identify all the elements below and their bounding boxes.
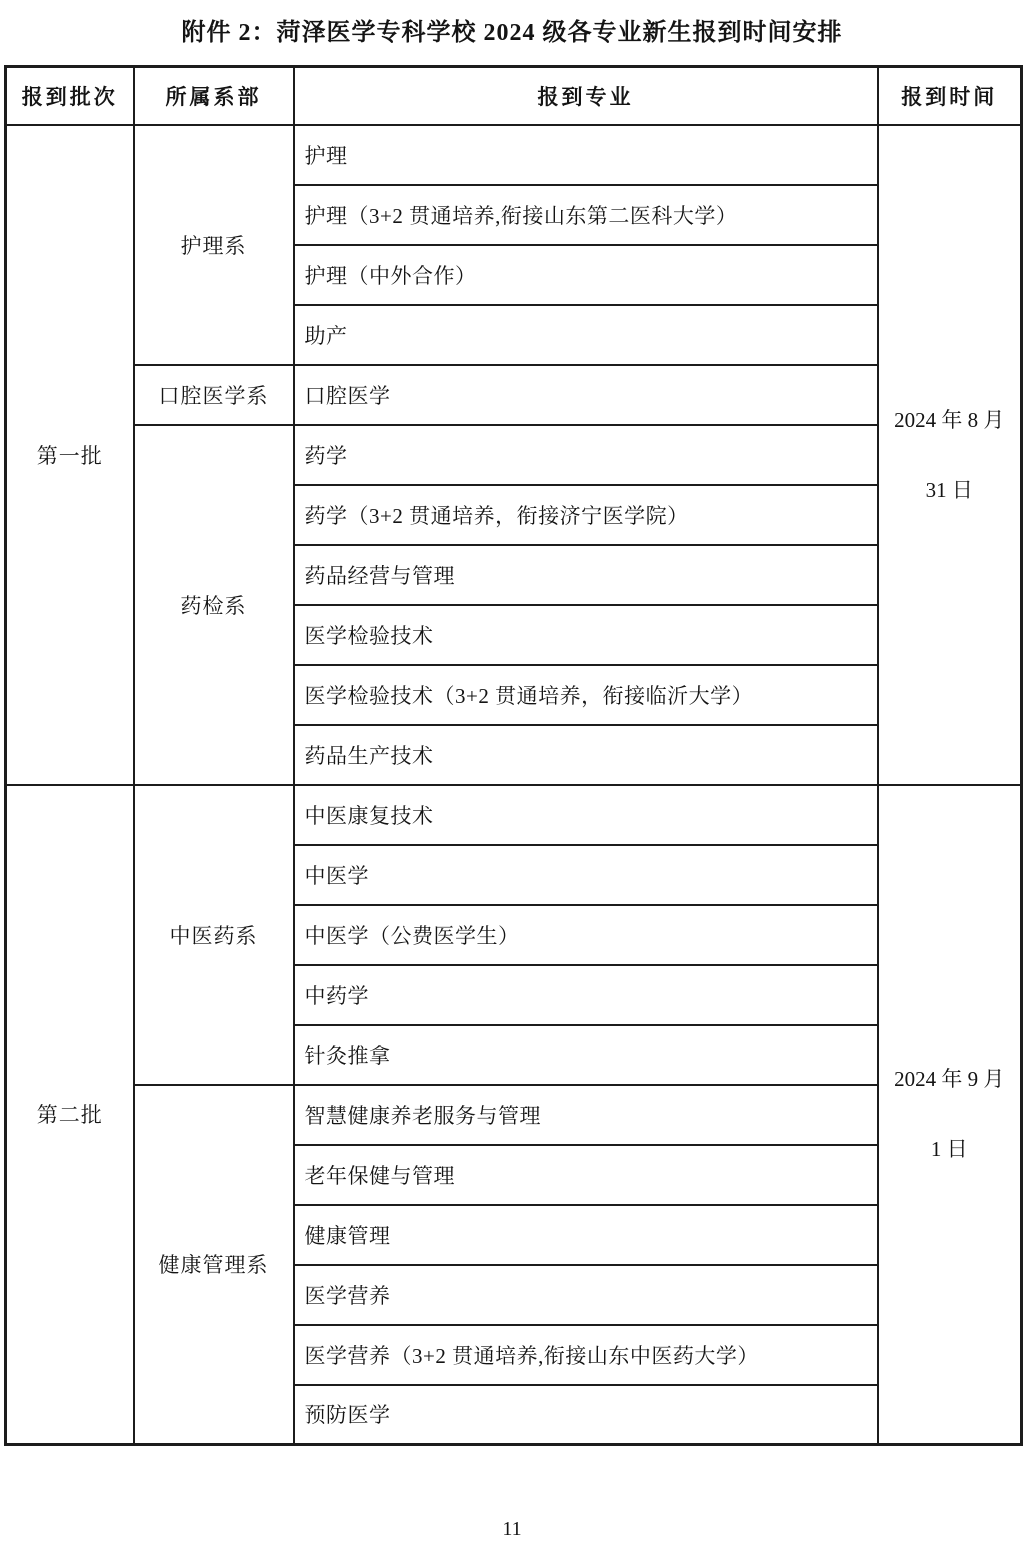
major-cell: 药学 [294,425,878,485]
major-cell: 医学营养（3+2 贯通培养,衔接山东中医药大学） [294,1325,878,1385]
time-line-2: 31 日 [925,477,973,502]
table-row [6,1085,1022,1145]
major-cell: 护理（中外合作） [294,245,878,305]
time-line-1: 2024 年 9 月 [894,1067,1005,1092]
time-line-2: 1 日 [930,1137,968,1162]
enrollment-schedule-table [4,65,1023,1446]
header-time: 报到时间 [878,67,1022,125]
header-row [6,67,1022,125]
department-cell: 护理系 [134,125,294,365]
major-cell: 针灸推拿 [294,1025,878,1085]
department-cell: 口腔医学系 [134,365,294,425]
major-cell: 口腔医学 [294,365,878,425]
major-cell: 预防医学 [294,1385,878,1445]
major-cell: 中药学 [294,965,878,1025]
major-cell: 医学检验技术 [294,605,878,665]
page-title: 附件 2：菏泽医学专科学校 2024 级各专业新生报到时间安排 [181,20,843,46]
batch-cell: 第二批 [6,785,134,1445]
major-cell: 助产 [294,305,878,365]
table-row [6,365,1022,425]
table-row [6,785,1022,845]
time-line-1: 2024 年 8 月 [894,407,1005,432]
time-cell [878,785,1022,1445]
major-cell: 中医学（公费医学生） [294,905,878,965]
table-row [6,125,1022,185]
header-department: 所属系部 [134,67,294,125]
batch-cell: 第一批 [6,125,134,785]
major-cell: 健康管理 [294,1205,878,1265]
major-cell: 医学检验技术（3+2 贯通培养，衔接临沂大学） [294,665,878,725]
department-cell: 中医药系 [134,785,294,1085]
major-cell: 药品经营与管理 [294,545,878,605]
department-cell: 健康管理系 [134,1085,294,1445]
header-batch: 报到批次 [6,67,134,125]
major-cell: 中医学 [294,845,878,905]
major-cell: 药品生产技术 [294,725,878,785]
department-cell: 药检系 [134,425,294,785]
page-number: 11 [502,1518,522,1540]
major-cell: 药学（3+2 贯通培养，衔接济宁医学院） [294,485,878,545]
major-cell: 护理（3+2 贯通培养,衔接山东第二医科大学） [294,185,878,245]
table-row [6,425,1022,485]
major-cell: 中医康复技术 [294,785,878,845]
header-major: 报到专业 [294,67,878,125]
major-cell: 老年保健与管理 [294,1145,878,1205]
major-cell: 护理 [294,125,878,185]
major-cell: 智慧健康养老服务与管理 [294,1085,878,1145]
time-cell [878,125,1022,785]
major-cell: 医学营养 [294,1265,878,1325]
